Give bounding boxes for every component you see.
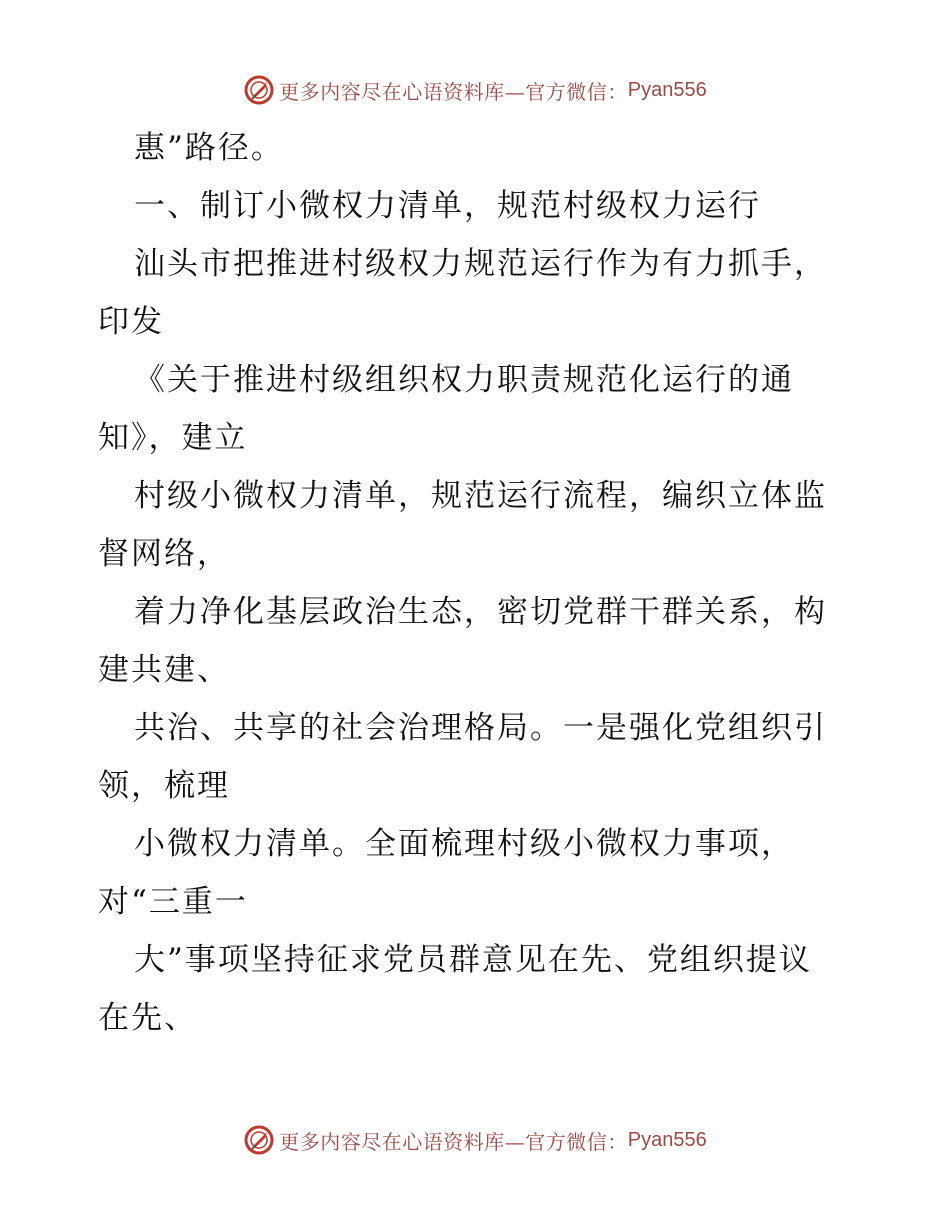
banner-wechat-id: Pyan556	[627, 78, 707, 101]
body-line: 领，梳理	[98, 768, 230, 804]
banner-site-text: 更多内容尽在心语资料库—官方微信：	[279, 1129, 628, 1154]
body-line: 汕头市把推进村级权力规范运行作为有力抓手，	[134, 246, 827, 282]
body-line: 小微权力清单。全面梳理村级小微权力事项，	[134, 826, 794, 862]
footer-banner	[0, 1120, 950, 1160]
body-line: 在先、	[98, 1000, 197, 1036]
body-line: 对“三重一	[98, 884, 248, 920]
body-line: 惠”路径。	[134, 130, 284, 166]
banner-site-text: 更多内容尽在心语资料库—官方微信：	[279, 79, 628, 104]
body-line: 大”事项坚持征求党员群意见在先、党组织提议	[134, 942, 812, 978]
body-line: 印发	[98, 304, 164, 340]
body-line: 《关于推进村级组织权力职责规范化运行的通	[134, 362, 794, 398]
quill-logo-icon	[243, 1124, 275, 1156]
banner-wechat-id: Pyan556	[627, 1128, 707, 1151]
body-line: 知》，建立	[98, 420, 248, 456]
body-line: 着力净化基层政治生态，密切党群干群关系，构	[134, 594, 827, 630]
body-line: 共治、共享的社会治理格局。一是强化党组织引	[134, 710, 827, 746]
body-line: 督网络，	[98, 536, 230, 572]
section-heading: 一、制订小微权力清单，规范村级权力运行	[134, 188, 761, 224]
body-line: 建共建、	[98, 652, 230, 688]
body-line: 村级小微权力清单，规范运行流程，编织立体监	[134, 478, 827, 514]
